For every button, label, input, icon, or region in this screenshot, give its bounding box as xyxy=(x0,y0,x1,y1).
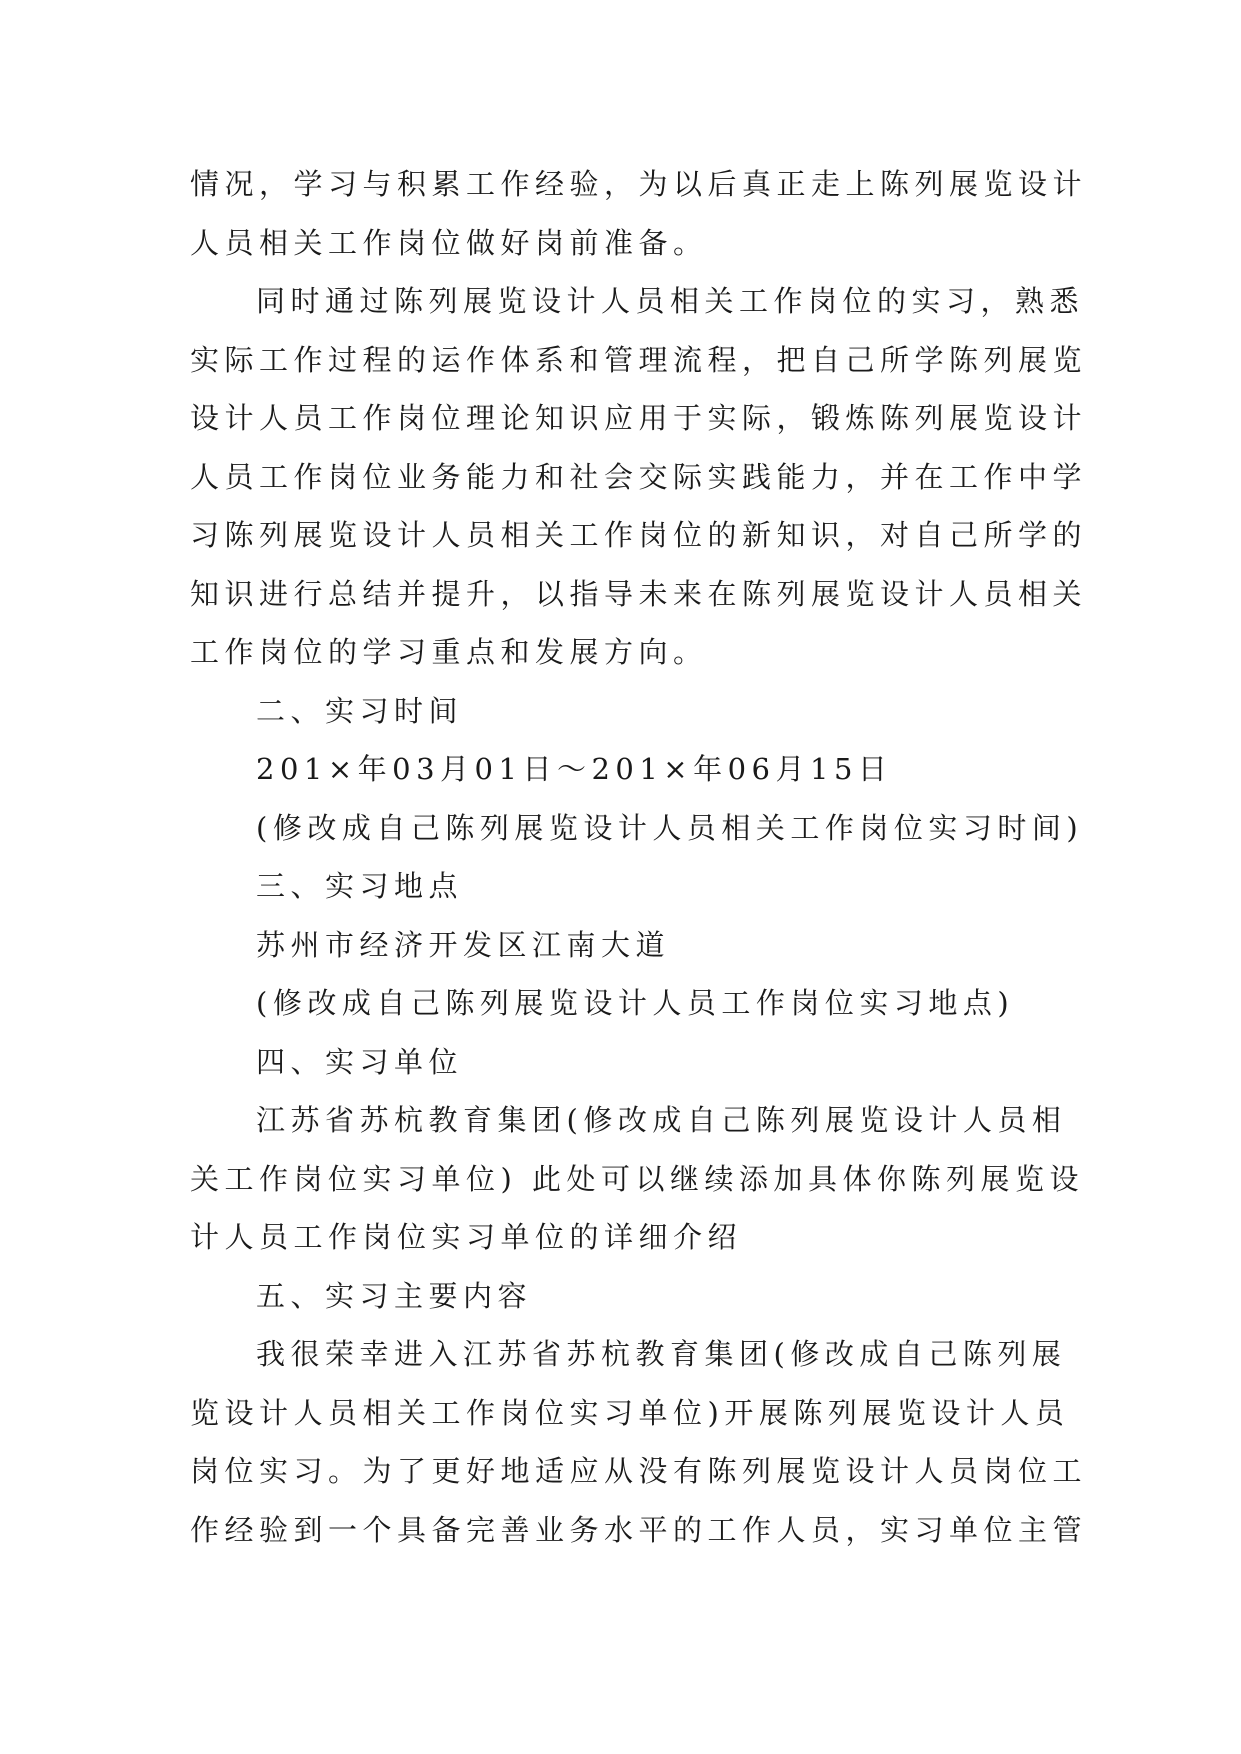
internship-date-range: 201×年03月01日～201×年06月15日 xyxy=(256,752,893,786)
text-line: 设计人员工作岗位理论知识应用于实际，锻炼陈列展览设计 xyxy=(190,401,1088,435)
section-heading-internship-unit: 四、实习单位 xyxy=(256,1044,464,1079)
text-line: (修改成自己陈列展览设计人员相关工作岗位实习时间) xyxy=(256,810,1084,845)
text-line: (修改成自己陈列展览设计人员工作岗位实习地点) xyxy=(256,986,1015,1020)
text-line: 人员工作岗位业务能力和社会交际实践能力，并在工作中学 xyxy=(190,459,1088,494)
text-line: 实际工作过程的运作体系和管理流程，把自己所学陈列展览 xyxy=(190,342,1088,377)
section-heading-internship-location: 三、实习地点 xyxy=(256,869,464,903)
text-line: 工作岗位的学习重点和发展方向。 xyxy=(190,635,708,669)
document-body xyxy=(190,155,1088,1559)
section-heading-internship-content: 五、实习主要内容 xyxy=(256,1278,533,1313)
text-line: 关工作岗位实习单位) 此处可以继续添加具体你陈列展览设 xyxy=(190,1161,1085,1196)
text-line: 览设计人员相关工作岗位实习单位)开展陈列展览设计人员 xyxy=(190,1395,1070,1430)
text-line: 习陈列展览设计人员相关工作岗位的新知识，对自己所学的 xyxy=(190,518,1088,552)
section-heading-internship-time: 二、实习时间 xyxy=(256,693,464,728)
paragraph-start-line: 同时通过陈列展览设计人员相关工作岗位的实习，熟悉 xyxy=(256,284,1085,318)
internship-address: 苏州市经济开发区江南大道 xyxy=(256,927,671,962)
text-line: 人员相关工作岗位做好岗前准备。 xyxy=(190,225,708,260)
text-line: 岗位实习。为了更好地适应从没有陈列展览设计人员岗位工 xyxy=(190,1454,1088,1488)
paragraph-start-line: 江苏省苏杭教育集团(修改成自己陈列展览设计人员相 xyxy=(256,1103,1067,1137)
text-line: 作经验到一个具备完善业务水平的工作人员，实习单位主管 xyxy=(190,1512,1088,1547)
text-line: 知识进行总结并提升，以指导未来在陈列展览设计人员相关 xyxy=(190,576,1088,611)
text-line: 计人员工作岗位实习单位的详细介绍 xyxy=(190,1220,743,1254)
paragraph-start-line: 我很荣幸进入江苏省苏杭教育集团(修改成自己陈列展 xyxy=(256,1337,1067,1371)
text-line: 情况，学习与积累工作经验，为以后真正走上陈列展览设计 xyxy=(190,167,1088,201)
